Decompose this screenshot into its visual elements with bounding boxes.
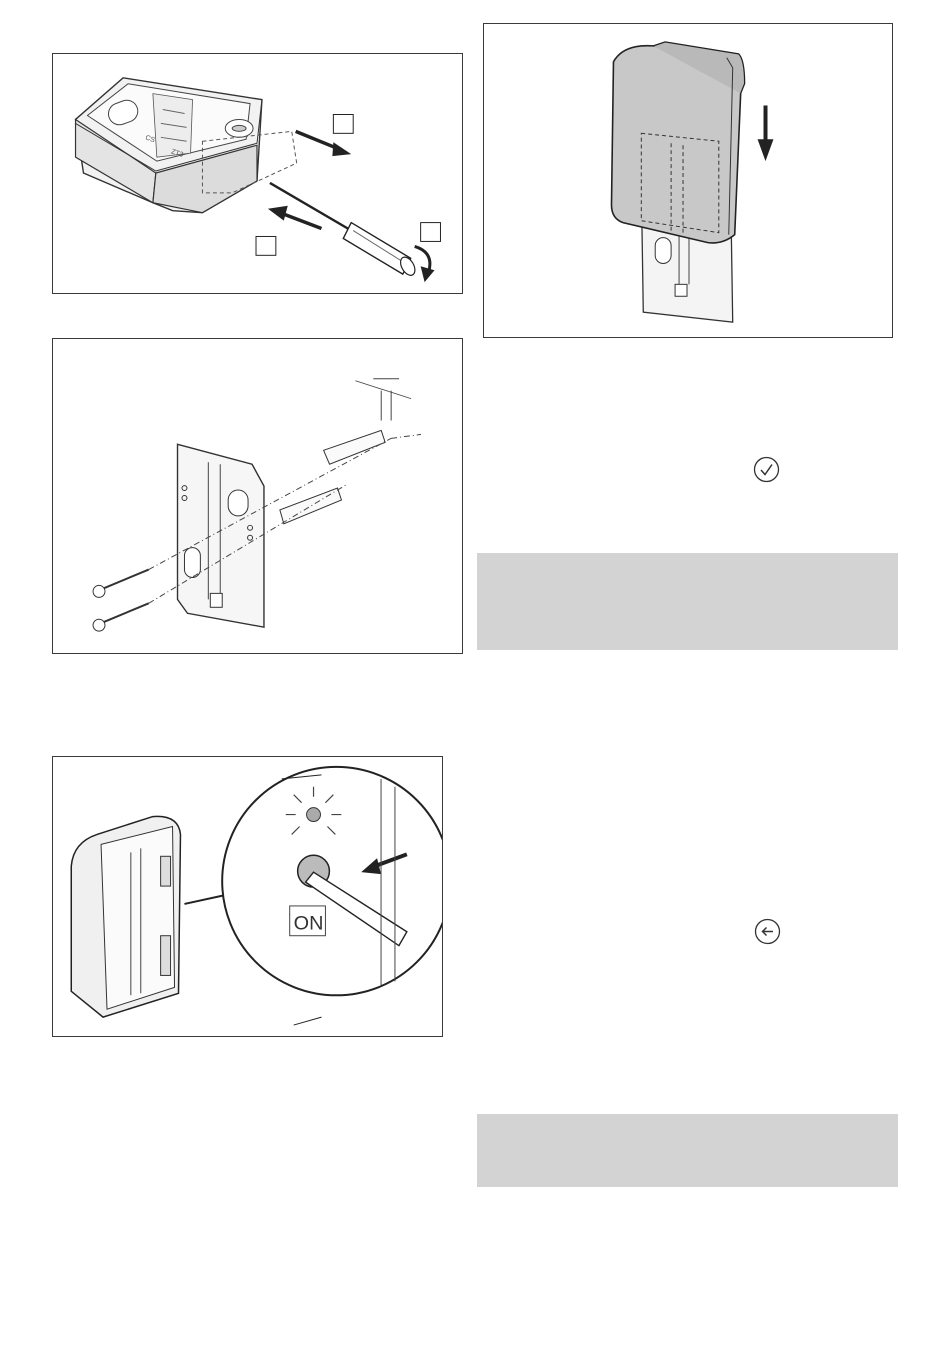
imprint-zt3: ZT3 — [170, 148, 185, 159]
wall-plate-illustration — [53, 339, 462, 653]
imprint-cs: CS — [144, 134, 156, 145]
figure-led-press — [52, 756, 443, 1037]
step-marker-3 — [421, 223, 441, 242]
on-switch-label: ON — [293, 912, 324, 935]
step-marker-2 — [256, 236, 276, 255]
note-box-1 — [477, 553, 898, 650]
figure-attach-cover — [483, 23, 893, 338]
figure-wall-mount — [52, 338, 463, 654]
base-unit-illustration — [53, 54, 462, 293]
note-box-2 — [477, 1114, 898, 1187]
figure-remove-back-plate — [52, 53, 463, 294]
back-arrow-circle-icon — [754, 918, 781, 945]
checkmark-circle-icon — [753, 456, 780, 483]
step-marker-1 — [333, 114, 353, 133]
cover-unit-illustration — [484, 24, 892, 337]
led-press-illustration — [53, 757, 442, 1036]
